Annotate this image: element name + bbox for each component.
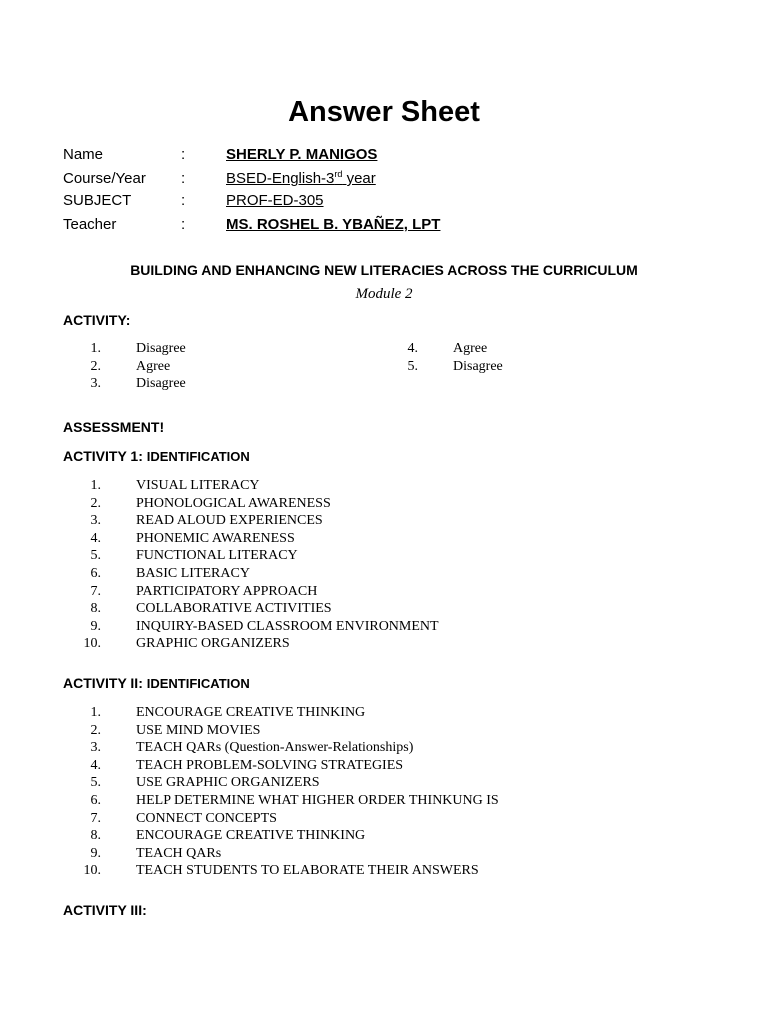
activity2-subheading: IDENTIFICATION [146, 676, 250, 691]
activity2-list [63, 704, 663, 880]
list-item-number: 4. [407, 341, 418, 356]
list-item-number: 8. [90, 601, 101, 617]
list-item-number: 3. [90, 513, 101, 529]
list-item [63, 862, 663, 880]
activity-heading: ACTIVITY: [63, 312, 131, 328]
list-item-number: 2. [90, 495, 101, 511]
list-item [63, 635, 663, 653]
list-item-number: 2. [90, 358, 101, 374]
course-value-suffix: year [342, 170, 376, 187]
list-item [63, 495, 663, 513]
list-item-text: HELP DETERMINE WHAT HIGHER ORDER THINKUNG IS [136, 792, 499, 808]
list-item [380, 340, 680, 358]
list-item [63, 565, 663, 583]
list-item-text: Agree [453, 341, 488, 356]
teacher-label: Teacher [63, 216, 117, 233]
list-item-text: PHONEMIC AWARENESS [136, 530, 295, 546]
list-item-text: USE MIND MOVIES [136, 722, 261, 738]
list-item [63, 600, 663, 618]
activity2-heading-label: ACTIVITY II: [63, 675, 143, 691]
list-item-number: 6. [90, 565, 101, 581]
list-item-text: Disagree [453, 358, 503, 374]
list-item [63, 704, 663, 722]
list-item-text: VISUAL LITERACY [136, 478, 260, 493]
assessment-heading: ASSESSMENT! [63, 419, 165, 435]
list-item-number: 1. [90, 478, 101, 493]
list-item-number: 4. [90, 757, 101, 773]
list-item [63, 845, 663, 863]
list-item-text: TEACH PROBLEM-SOLVING STRATEGIES [136, 757, 404, 773]
activity-list-right [380, 340, 680, 375]
activity1-heading-label: ACTIVITY 1: [63, 448, 143, 464]
activity-list-left [63, 340, 363, 393]
list-item-text: TEACH QARs (Question-Answer-Relationships) [136, 740, 414, 756]
list-item-number: 5. [90, 548, 101, 564]
list-item-text: TEACH QARs [136, 845, 222, 861]
list-item-text: BASIC LITERACY [136, 565, 250, 581]
list-item [63, 722, 663, 740]
list-item-number: 2. [90, 722, 101, 738]
list-item-number: 3. [90, 376, 101, 392]
list-item [63, 358, 363, 376]
activity1-list [63, 477, 663, 653]
list-item-text: PHONOLOGICAL AWARENESS [136, 495, 331, 511]
teacher-value: MS. ROSHEL B. YBAÑEZ, LPT [226, 216, 441, 233]
list-item-number: 4. [90, 530, 101, 546]
list-item-number: 10. [83, 863, 101, 879]
list-item-text: Agree [136, 358, 171, 374]
list-item-number: 9. [90, 845, 101, 861]
course-label: Course/Year [63, 170, 146, 187]
list-item-number: 7. [90, 810, 101, 826]
course-value [226, 170, 376, 187]
list-item-number: 8. [90, 828, 101, 844]
list-item-number: 7. [90, 583, 101, 599]
subject-label: SUBJECT [63, 192, 132, 209]
activity2-heading [63, 675, 250, 691]
subject-value: PROF-ED-305 [226, 192, 324, 209]
list-item-text: Disagree [136, 341, 186, 356]
list-item [63, 827, 663, 845]
list-item-text: INQUIRY-BASED CLASSROOM ENVIRONMENT [136, 618, 439, 634]
list-item-number: 10. [83, 636, 101, 652]
page-title: Answer Sheet [288, 96, 480, 128]
list-item [63, 618, 663, 636]
list-item [63, 810, 663, 828]
list-item [63, 583, 663, 601]
list-item [63, 739, 663, 757]
list-item [63, 477, 663, 495]
teacher-colon: : [181, 216, 186, 233]
list-item [63, 792, 663, 810]
list-item-text: READ ALOUD EXPERIENCES [136, 513, 323, 529]
list-item [63, 375, 363, 393]
list-item [63, 512, 663, 530]
list-item-number: 6. [90, 792, 101, 808]
name-value: SHERLY P. MANIGOS [226, 146, 378, 163]
list-item-text: TEACH STUDENTS TO ELABORATE THEIR ANSWERS [136, 863, 479, 879]
name-colon: : [181, 146, 186, 163]
subject-colon: : [181, 192, 186, 209]
subject-title: BUILDING AND ENHANCING NEW LITERACIES ACROSS THE CURRICULUM [130, 262, 638, 278]
list-item [63, 774, 663, 792]
list-item-text: GRAPHIC ORGANIZERS [136, 636, 290, 652]
list-item [63, 530, 663, 548]
module-label: Module 2 [355, 286, 413, 302]
list-item [63, 340, 363, 358]
list-item-text: FUNCTIONAL LITERACY [136, 548, 298, 564]
list-item-number: 5. [407, 358, 418, 374]
list-item-number: 3. [90, 740, 101, 756]
list-item-text: Disagree [136, 376, 186, 392]
list-item-text: USE GRAPHIC ORGANIZERS [136, 775, 320, 791]
list-item [63, 757, 663, 775]
list-item-text: ENCOURAGE CREATIVE THINKING [136, 705, 366, 720]
list-item-number: 1. [90, 341, 101, 356]
course-value-prefix: BSED-English-3 [226, 170, 335, 187]
name-label: Name [63, 146, 104, 163]
list-item [380, 358, 680, 376]
list-item-text: PARTICIPATORY APPROACH [136, 583, 318, 599]
activity1-subheading: IDENTIFICATION [146, 449, 250, 464]
list-item-text: COLLABORATIVE ACTIVITIES [136, 601, 332, 617]
list-item-text: ENCOURAGE CREATIVE THINKING [136, 828, 366, 844]
list-item-number: 9. [90, 618, 101, 634]
course-colon: : [181, 170, 186, 187]
activity1-heading [63, 448, 250, 464]
list-item-text: CONNECT CONCEPTS [136, 810, 277, 826]
activity3-heading: ACTIVITY III: [63, 902, 147, 918]
list-item-number: 5. [90, 775, 101, 791]
list-item [63, 547, 663, 565]
list-item-number: 1. [90, 705, 101, 720]
course-value-sup: rd [334, 169, 343, 179]
